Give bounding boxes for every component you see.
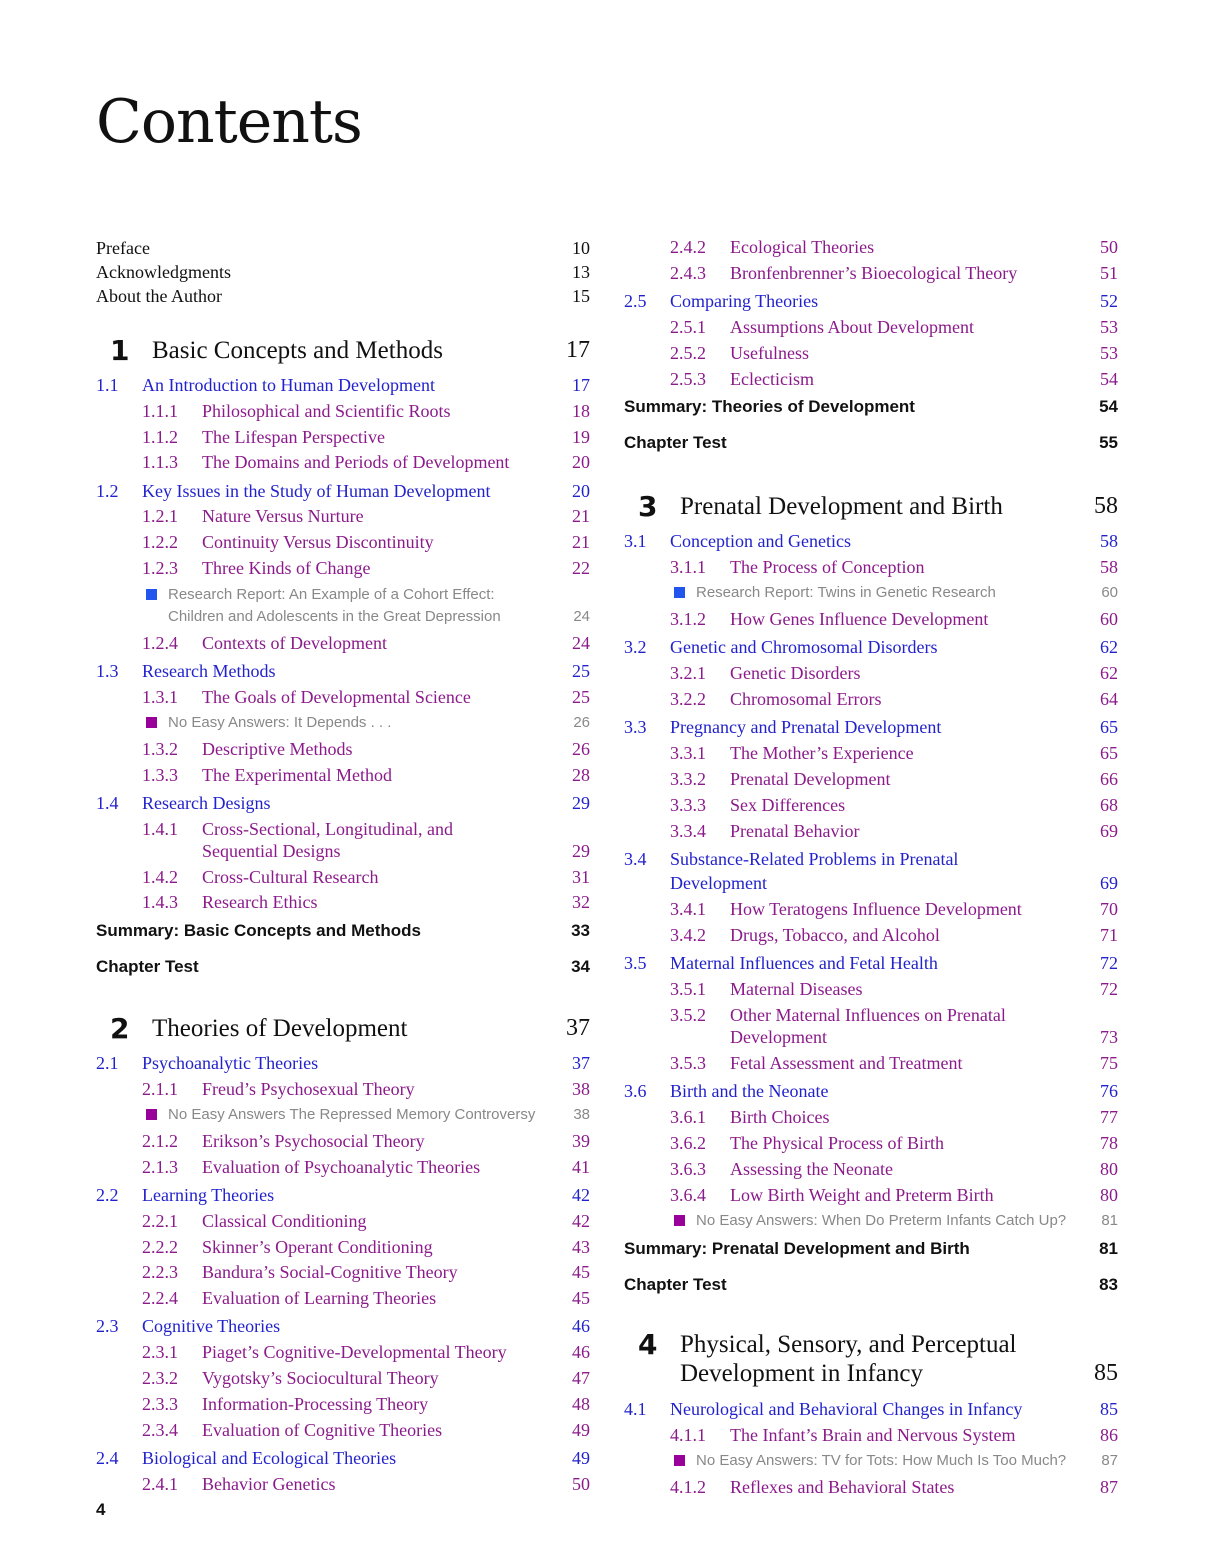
page-ref: 45 [572, 1262, 590, 1282]
page-ref: 50 [572, 1474, 590, 1494]
page-ref: 37 [566, 1015, 590, 1041]
entry-title: The Process of Conception [730, 557, 925, 577]
entry-title: Summary: Theories of Development [624, 397, 915, 416]
entry-title: Key Issues in the Study of Human Development [142, 481, 491, 501]
page-ref: 37 [572, 1053, 590, 1073]
page-ref: 53 [1100, 317, 1118, 337]
entry-title: The Goals of Developmental Science [202, 687, 471, 707]
entry-title: No Easy Answers: When Do Preterm Infants Catch Up? [696, 1212, 1067, 1229]
page-ref: 18 [572, 401, 590, 421]
page-ref: 75 [1100, 1053, 1118, 1073]
blue-square-bullet-icon [674, 587, 685, 598]
entry-number: 4.1.2 [670, 1477, 706, 1497]
entry-title: Drugs, Tobacco, and Alcohol [730, 925, 940, 945]
entry-number: 3.4 [624, 849, 647, 869]
purple-square-bullet-icon [146, 717, 157, 728]
entry-number: 1.2.2 [142, 532, 178, 552]
chapter-title: Basic Concepts and Methods [152, 337, 443, 364]
entry-number: 2.3.2 [142, 1368, 178, 1388]
entry-number: 3.6 [624, 1081, 647, 1101]
entry-number: 3.5.3 [670, 1053, 706, 1073]
entry-title: Maternal Influences and Fetal Health [670, 953, 938, 973]
entry-number: 2.4 [96, 1448, 119, 1468]
entry-title: Vygotsky’s Sociocultural Theory [202, 1368, 439, 1388]
entry-title: Skinner’s Operant Conditioning [202, 1237, 433, 1257]
page-ref: 53 [1100, 343, 1118, 363]
page-ref: 48 [572, 1394, 590, 1414]
entry-number: 2.4.2 [670, 237, 706, 257]
entry-number: 3.6.3 [670, 1159, 706, 1179]
page-ref: 19 [572, 427, 590, 447]
entry-title: Nature Versus Nurture [202, 506, 364, 526]
entry-number: 1.2.3 [142, 558, 178, 578]
purple-square-bullet-icon [674, 1455, 685, 1466]
entry-number: 2.2.2 [142, 1237, 178, 1257]
entry-title: Bandura’s Social-Cognitive Theory [202, 1262, 458, 1282]
purple-square-bullet-icon [146, 1109, 157, 1120]
page-ref: 73 [1100, 1027, 1118, 1047]
entry-number: 1.4.3 [142, 892, 178, 912]
entry-number: 2.5.1 [670, 317, 706, 337]
entry-title: The Lifespan Perspective [202, 427, 385, 447]
entry-title: Low Birth Weight and Preterm Birth [730, 1185, 994, 1205]
page-ref: 17 [572, 375, 590, 395]
entry-number: 1.2.4 [142, 633, 178, 653]
entry-number: 3.3.3 [670, 795, 706, 815]
entry-number: 3.2.2 [670, 689, 706, 709]
page-ref: 10 [572, 238, 590, 258]
entry-title: Substance-Related Problems in Prenatal [670, 849, 959, 869]
chapter-title: Theories of Development [152, 1015, 408, 1042]
entry-title: No Easy Answers The Repressed Memory Controversy [168, 1106, 536, 1123]
page-ref: 86 [1100, 1425, 1118, 1445]
entry-title: Continuity Versus Discontinuity [202, 532, 434, 552]
page-ref: 81 [1099, 1239, 1118, 1258]
entry-number: 3.3.1 [670, 743, 706, 763]
page-ref: 76 [1100, 1081, 1118, 1101]
entry-title: Cross-Sectional, Longitudinal, and [202, 819, 453, 839]
entry-title: Evaluation of Learning Theories [202, 1288, 437, 1308]
entry-number: 3.5 [624, 953, 647, 973]
entry-number: 2.2.1 [142, 1211, 178, 1231]
page-ref: 24 [573, 608, 590, 625]
entry-number: 1.4 [96, 793, 119, 813]
page-ref: 71 [1100, 925, 1118, 945]
entry-title: Assumptions About Development [730, 317, 974, 337]
entry-number: 2.3.3 [142, 1394, 178, 1414]
page-ref: 45 [572, 1288, 590, 1308]
entry-number: 4.1.1 [670, 1425, 706, 1445]
entry-number: 2.5.3 [670, 369, 706, 389]
entry-title: Eclecticism [730, 369, 814, 389]
chapter-title [680, 1330, 1017, 1388]
page-ref: 26 [573, 714, 590, 731]
entry-title: Research Report: An Example of a Cohort Effect: [168, 586, 495, 603]
chapter-title-line: Physical, Sensory, and Perceptual [680, 1331, 1017, 1358]
entry-number: 2.3.1 [142, 1342, 178, 1362]
page-ref: 85 [1094, 1360, 1118, 1386]
page-ref: 17 [566, 337, 590, 363]
entry-number: 2.1.2 [142, 1131, 178, 1151]
entry-number: 2.3 [96, 1316, 119, 1336]
entry-number: 3.1.2 [670, 609, 706, 629]
entry-title: Biological and Ecological Theories [142, 1448, 397, 1468]
page-ref: 69 [1100, 873, 1118, 893]
page-number: 4 [96, 1500, 106, 1519]
page-ref: 41 [572, 1157, 590, 1177]
page-ref: 68 [1100, 795, 1118, 815]
entry-title: Learning Theories [142, 1185, 275, 1205]
entry-number: 2.1 [96, 1053, 119, 1073]
entry-number: 3.4.2 [670, 925, 706, 945]
page-ref: 87 [1100, 1477, 1118, 1497]
entry-title: Conception and Genetics [670, 531, 851, 551]
page-ref: 72 [1100, 953, 1118, 973]
chapter-title-line: Development in Infancy [680, 1360, 923, 1387]
entry-number: 4.1 [624, 1399, 647, 1419]
entry-number: 2.5 [624, 291, 647, 311]
entry-title: Reflexes and Behavioral States [730, 1477, 955, 1497]
entry-title: Erikson’s Psychosocial Theory [202, 1131, 425, 1151]
entry-number: 3.1 [624, 531, 647, 551]
page-ref: 32 [572, 892, 590, 912]
entry-title: Three Kinds of Change [202, 558, 371, 578]
entry-number: 1.1.2 [142, 427, 178, 447]
entry-title: Evaluation of Cognitive Theories [202, 1420, 443, 1440]
entry-title: The Mother’s Experience [730, 743, 914, 763]
entry-title: Chapter Test [624, 1275, 727, 1294]
entry-title: Research Designs [142, 793, 271, 813]
entry-number: 1.3.3 [142, 765, 178, 785]
entry-title: Development [730, 1027, 827, 1047]
entry-number: 3.3.4 [670, 821, 706, 841]
entry-number: 3.5.1 [670, 979, 706, 999]
page-ref: 46 [572, 1342, 590, 1362]
page-ref: 38 [572, 1079, 590, 1099]
entry-number: 2.2.4 [142, 1288, 178, 1308]
entry-number: 3.2.1 [670, 663, 706, 683]
chapter-number: 2 [110, 1012, 130, 1045]
page-ref: 81 [1101, 1212, 1118, 1229]
entry-title: Ecological Theories [730, 237, 875, 257]
page-ref: 58 [1100, 531, 1118, 551]
entry-title: Genetic Disorders [730, 663, 861, 683]
entry-title: Freud’s Psychosexual Theory [202, 1079, 415, 1099]
entry-number: 1.4.1 [142, 819, 178, 839]
page-ref: 58 [1094, 493, 1118, 519]
entry-title: No Easy Answers: It Depends . . . [168, 714, 392, 731]
page-ref: 42 [572, 1185, 590, 1205]
chapter-title: Prenatal Development and Birth [680, 493, 1003, 520]
entry-title: Birth and the Neonate [670, 1081, 829, 1101]
entry-number: 1.3 [96, 661, 119, 681]
entry-title: Summary: Basic Concepts and Methods [96, 921, 421, 940]
page-ref: 60 [1100, 609, 1118, 629]
page-ref: 20 [572, 481, 590, 501]
page-ref: 72 [1100, 979, 1118, 999]
entry-title: Prenatal Development [730, 769, 891, 789]
entry-title: No Easy Answers: TV for Tots: How Much Is Too Much? [696, 1452, 1067, 1469]
page-ref: 49 [572, 1420, 590, 1440]
entry-title: Chapter Test [624, 433, 727, 452]
page-ref: 65 [1100, 743, 1118, 763]
page-ref: 64 [1100, 689, 1118, 709]
page-ref: 46 [572, 1316, 590, 1336]
entry-number: 2.4.3 [670, 263, 706, 283]
page-ref: 62 [1100, 663, 1118, 683]
entry-title: Development [670, 873, 767, 893]
page-ref: 78 [1100, 1133, 1118, 1153]
entry-title: How Genes Influence Development [730, 609, 989, 629]
entry-number: 2.1.3 [142, 1157, 178, 1177]
entry-title: Preface [96, 238, 150, 258]
page-ref: 29 [572, 793, 590, 813]
page-ref: 31 [572, 867, 590, 887]
page-ref: 58 [1100, 557, 1118, 577]
entry-title: Children and Adolescents in the Great Depression [168, 608, 501, 625]
entry-number: 1.1.3 [142, 452, 178, 472]
entry-title: Behavior Genetics [202, 1474, 336, 1494]
entry-number: 1.1 [96, 375, 119, 395]
page-ref: 80 [1100, 1159, 1118, 1179]
entry-title: Genetic and Chromosomal Disorders [670, 637, 938, 657]
page-ref: 25 [572, 661, 590, 681]
page-ref: 85 [1100, 1399, 1118, 1419]
entry-number: 3.6.2 [670, 1133, 706, 1153]
entry-title: How Teratogens Influence Development [730, 899, 1022, 919]
entry-title: Cross-Cultural Research [202, 867, 379, 887]
entry-title: Pregnancy and Prenatal Development [670, 717, 942, 737]
entry-number: 3.6.4 [670, 1185, 706, 1205]
entry-title: Sequential Designs [202, 841, 341, 861]
page-ref: 39 [572, 1131, 590, 1151]
page-ref: 54 [1100, 369, 1118, 389]
page-ref: 24 [572, 633, 590, 653]
chapter-number: 3 [638, 490, 658, 523]
page-ref: 15 [572, 286, 590, 306]
entry-title: Descriptive Methods [202, 739, 353, 759]
entry-title: Chapter Test [96, 957, 199, 976]
entry-title: Contexts of Development [202, 633, 387, 653]
page-ref: 55 [1099, 433, 1118, 452]
entry-title: Bronfenbrenner’s Bioecological Theory [730, 263, 1018, 283]
entry-number: 1.3.1 [142, 687, 178, 707]
page-ref: 54 [1099, 397, 1118, 416]
entry-title: Maternal Diseases [730, 979, 863, 999]
entry-title: Classical Conditioning [202, 1211, 367, 1231]
page-ref: 49 [572, 1448, 590, 1468]
entry-title: Research Methods [142, 661, 276, 681]
entry-number: 3.5.2 [670, 1005, 706, 1025]
entry-title: Piaget’s Cognitive-Developmental Theory [202, 1342, 507, 1362]
entry-number: 3.3.2 [670, 769, 706, 789]
page-ref: 69 [1100, 821, 1118, 841]
entry-title: Summary: Prenatal Development and Birth [624, 1239, 970, 1258]
entry-title: Research Ethics [202, 892, 318, 912]
page-title: Contents [96, 87, 362, 157]
entry-number: 2.2.3 [142, 1262, 178, 1282]
page-ref: 21 [572, 532, 590, 552]
entry-number: 1.1.1 [142, 401, 178, 421]
page-ref: 43 [572, 1237, 590, 1257]
entry-number: 2.5.2 [670, 343, 706, 363]
page-ref: 47 [572, 1368, 590, 1388]
page-ref: 50 [1100, 237, 1118, 257]
chapter-number: 1 [110, 334, 130, 367]
entry-title: Comparing Theories [670, 291, 819, 311]
entry-title: The Experimental Method [202, 765, 392, 785]
entry-number: 3.2 [624, 637, 647, 657]
entry-title: Neurological and Behavioral Changes in Infancy [670, 1399, 1023, 1419]
entry-title: Cognitive Theories [142, 1316, 281, 1336]
page-ref: 60 [1101, 584, 1118, 601]
entry-number: 1.3.2 [142, 739, 178, 759]
entry-title: Usefulness [730, 343, 809, 363]
entry-title: Fetal Assessment and Treatment [730, 1053, 963, 1073]
entry-number: 1.2.1 [142, 506, 178, 526]
page-ref: 87 [1101, 1452, 1118, 1469]
entry-title: Acknowledgments [96, 262, 231, 282]
page-ref: 21 [572, 506, 590, 526]
entry-number: 3.4.1 [670, 899, 706, 919]
entry-title: Research Report: Twins in Genetic Research [696, 584, 996, 601]
page-ref: 33 [571, 921, 590, 940]
entry-title: About the Author [96, 286, 222, 306]
entry-number: 2.3.4 [142, 1420, 178, 1440]
page-ref: 42 [572, 1211, 590, 1231]
page-ref: 25 [572, 687, 590, 707]
entry-title: An Introduction to Human Development [142, 375, 435, 395]
purple-square-bullet-icon [674, 1215, 685, 1226]
entry-number: 3.3 [624, 717, 647, 737]
page-ref: 52 [1100, 291, 1118, 311]
entry-title: Other Maternal Influences on Prenatal [730, 1005, 1006, 1025]
page-ref: 65 [1100, 717, 1118, 737]
entry-title: The Physical Process of Birth [730, 1133, 944, 1153]
entry-title: Sex Differences [730, 795, 846, 815]
entry-title: Information-Processing Theory [202, 1394, 429, 1414]
entry-title: Birth Choices [730, 1107, 830, 1127]
entry-number: 2.4.1 [142, 1474, 178, 1494]
chapter-number: 4 [638, 1328, 658, 1361]
page-ref: 34 [571, 957, 590, 976]
entry-title: The Infant’s Brain and Nervous System [730, 1425, 1016, 1445]
entry-number: 2.2 [96, 1185, 119, 1205]
page-ref: 70 [1100, 899, 1118, 919]
page-ref: 66 [1100, 769, 1118, 789]
page-ref: 80 [1100, 1185, 1118, 1205]
entry-number: 2.1.1 [142, 1079, 178, 1099]
page-ref: 26 [572, 739, 590, 759]
page-ref: 13 [572, 262, 590, 282]
page-ref: 22 [572, 558, 590, 578]
entry-title: Chromosomal Errors [730, 689, 882, 709]
entry-title: Prenatal Behavior [730, 821, 860, 841]
entry-number: 3.6.1 [670, 1107, 706, 1127]
page-ref: 29 [572, 841, 590, 861]
page-ref: 38 [573, 1106, 590, 1123]
entry-title: Evaluation of Psychoanalytic Theories [202, 1157, 481, 1177]
blue-square-bullet-icon [146, 589, 157, 600]
page-ref: 62 [1100, 637, 1118, 657]
entry-number: 1.4.2 [142, 867, 178, 887]
page-ref: 51 [1100, 263, 1118, 283]
entry-title: Philosophical and Scientific Roots [202, 401, 451, 421]
entry-title: Psychoanalytic Theories [142, 1053, 319, 1073]
page-ref: 83 [1099, 1275, 1118, 1294]
entry-title: The Domains and Periods of Development [202, 452, 510, 472]
entry-number: 1.2 [96, 481, 119, 501]
page-ref: 20 [572, 452, 590, 472]
entry-number: 3.1.1 [670, 557, 706, 577]
entry-title: Assessing the Neonate [730, 1159, 893, 1179]
page-ref: 77 [1100, 1107, 1118, 1127]
page-ref: 28 [572, 765, 590, 785]
